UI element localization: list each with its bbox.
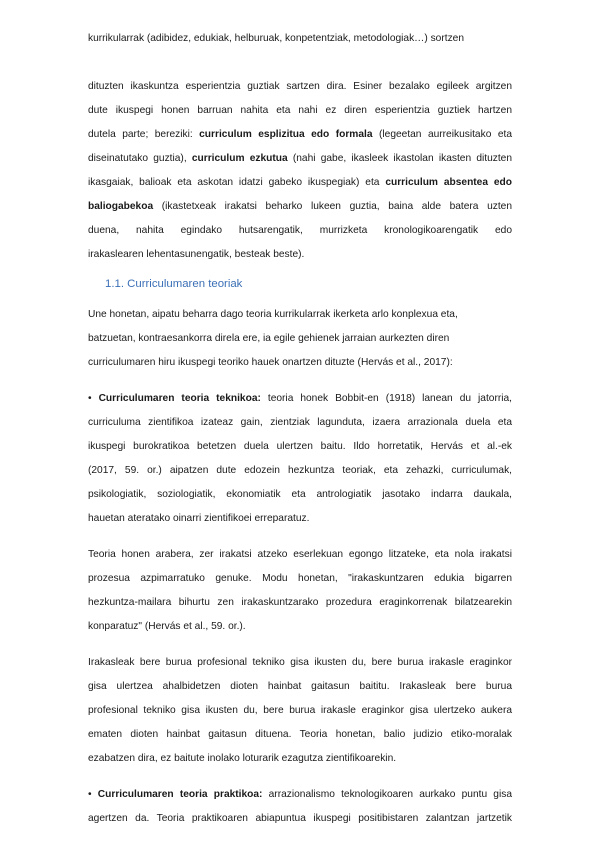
top-line: kurrikularrak (adibidez, edukiak, helburuak, konpetentziak, metodologiak…) sortzen (88, 33, 464, 44)
text-line: irakaslearen lehentasunengatik, besteak beste). (88, 249, 305, 260)
text-line: dute ikuspegi honen barruan nahita eta nahi ez diren esperientzia guztiek hartzen (88, 105, 512, 116)
text-line: batzuetan, kontraesankorra direla ere, ia egile gehienek jarraian aurkezten diren (88, 333, 450, 344)
text-line: • Curriculumaren teoria teknikoa: teoria honek Bobbit-en (1918) lanean du jatorria, (88, 393, 512, 404)
text-line: profesional tekniko gisa ikusten du, bere burua irakasle eraginkor gisa ulertzeko aukera (88, 705, 512, 716)
text-line: diseinatutako guztia), curriculum ezkutua (nahi gabe, ikasleek ikastolan ikasten dituzten (88, 153, 512, 164)
text-line: ezabatzen dira, ez baitute inolako loturarik ezagutza zientifikoarekin. (88, 753, 397, 764)
text-line: ikuspegi burokratikoa betetzen duela ulertzen baitu. Ildo horretatik, Hervás et al.-ek (88, 441, 512, 452)
term-explicit-curriculum: curriculum esplizitua edo formala (199, 129, 373, 140)
text-line: hauetan ateratako oinarri zientifikoei erreparatuz. (88, 513, 310, 524)
text-line: hezkuntza-mailara bihurtu zen irakaskuntzarako prozedura eraginkorrenak bilatzearekin (88, 597, 512, 608)
text-line: gisa ulertzea ahalbidetzen dioten hainbat gaitasun baititu. Irakasleak bere burua (88, 681, 512, 692)
text-line: dituzten ikaskuntza esperientzia guztiak sartzen dira. Esiner bezalako egileek argitzen (88, 81, 512, 92)
text-line: Irakasleak bere burua profesional tekniko gisa ikusten du, bere burua irakasle eraginkor (88, 657, 512, 668)
text-line: curriculumaren hiru ikuspegi teoriko hauek onartzen dituzte (Hervás et al., 2017): (88, 357, 453, 368)
text-line: psikologiatik, soziologiatik, ekonomiatik eta antrologiatik jasotako indarra daukala, (88, 489, 512, 500)
term-absent-curriculum: curriculum absentea edo (385, 177, 513, 188)
text-line: curriculuma zientifikoa izateaz gain, zientziak lagunduta, izaera arrazionala duela eta (88, 417, 512, 428)
section-heading: 1.1. Curriculumaren teoriak (105, 278, 243, 290)
text-line: ikasgaiak, balioak eta askotan idatzi gabeko ikuspegiak) eta curriculum absentea edo (88, 177, 513, 188)
text-line: Teoria honen arabera, zer irakatsi atzeko eserlekuan egongo litzateke, eta nola irakatsi (88, 549, 512, 560)
text-line: dutela parte; bereziki: curriculum esplizitua edo formala (legeetan aurreikusitako eta (88, 129, 512, 140)
term-hidden-curriculum: curriculum ezkutua (191, 153, 288, 164)
text-line: (2017, 59. or.) aipatzen dute edozein hezkuntza teoriak, eta zehazki, curriculumak, (88, 465, 512, 476)
text-line: prozesua azpimarratuko genuke. Modu honetan, "irakaskuntzaren edukia bigarren (88, 573, 512, 584)
text-line: konparatuz" (Hervás et al., 59. or.). (88, 621, 246, 632)
text-line: baliogabekoa (ikastetxeak irakatsi beharko lukeen guztia, baina alde batera uzten (88, 201, 512, 212)
text-line: ematen dioten hainbat gaitasun dituena. Teoria honetan, balio judizio etiko-moralak (88, 729, 512, 740)
text-line: duena, nahita egindako hutsarengatik, murrizketa kronologikoarengatik edo (88, 225, 512, 236)
bullet-icon: • (88, 789, 92, 800)
text-line: agertzen da. Teoria praktikoaren abiapuntua ikuspegi positibistaren zalantzan jartzetik (88, 813, 512, 824)
bullet-icon: • (88, 393, 92, 404)
text-line: • Curriculumaren teoria praktikoa: arrazionalismo teknologikoaren aurkako puntu gisa (88, 789, 512, 800)
text-line: Une honetan, aipatu beharra dago teoria kurrikularrak ikerketa arlo konplexua eta, (88, 309, 458, 320)
